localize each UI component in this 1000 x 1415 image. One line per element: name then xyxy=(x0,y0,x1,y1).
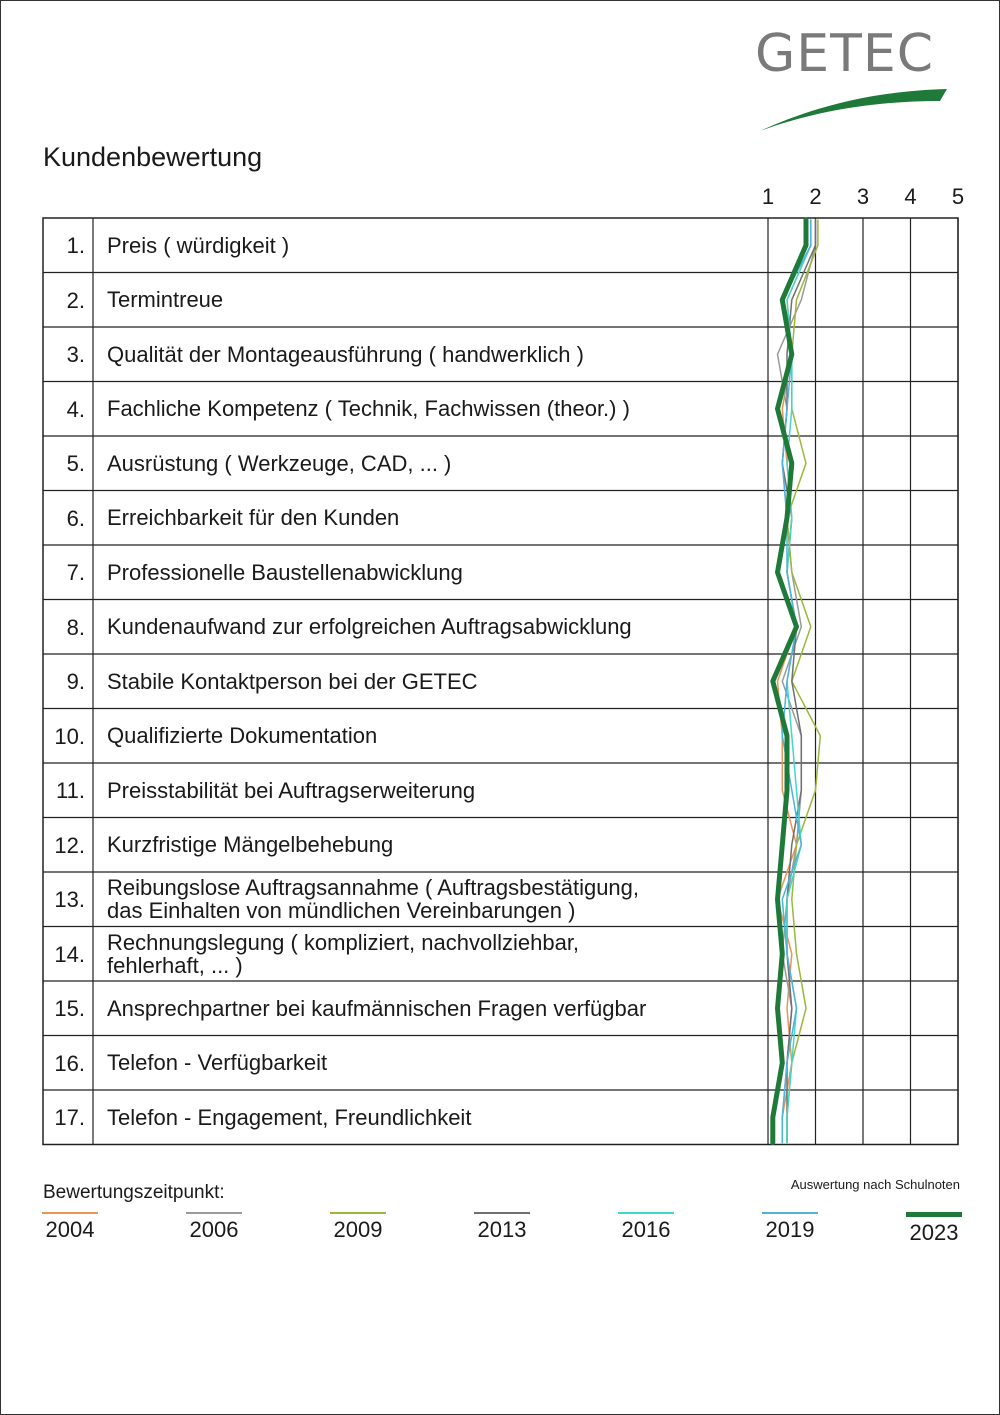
row-label-line: Ausrüstung ( Werkzeuge, CAD, ... ) xyxy=(107,450,452,476)
row-number: 17. xyxy=(54,1105,85,1131)
legend-swatch xyxy=(330,1212,386,1214)
row-number: 11. xyxy=(56,778,85,804)
row-label-line: Kurzfristige Mängelbehebung xyxy=(107,832,394,858)
legend-item-2013 xyxy=(474,1212,530,1243)
x-tick-label: 3 xyxy=(856,184,870,209)
row-label-line: Fachliche Kompetenz ( Technik, Fachwissen (theor.) ) xyxy=(107,396,630,422)
row-label-line: Qualität der Montageausführung ( handwerklich ) xyxy=(107,341,584,367)
row-label xyxy=(107,343,757,366)
row-label-line: Telefon - Engagement, Freundlichkeit xyxy=(107,1104,472,1130)
row-label xyxy=(107,997,757,1020)
row-number: 3. xyxy=(66,342,85,368)
row-label-line: Qualifizierte Dokumentation xyxy=(107,723,378,749)
row-number: 1. xyxy=(66,233,85,259)
row-label xyxy=(107,615,757,638)
legend-item-2004 xyxy=(42,1212,98,1243)
x-tick-label: 4 xyxy=(904,184,917,209)
page-title: Kundenbewertung xyxy=(43,142,263,172)
x-tick-label: 1 xyxy=(761,184,775,209)
row-label xyxy=(107,1106,757,1129)
legend-label: 2004 xyxy=(45,1217,95,1242)
row-label-line: Professionelle Baustellenabwicklung xyxy=(107,559,463,585)
row-label xyxy=(107,288,757,311)
row-label xyxy=(107,670,757,693)
row-label-line: Erreichbarkeit für den Kunden xyxy=(107,505,400,531)
row-label xyxy=(107,931,757,977)
legend-label: 2013 xyxy=(477,1217,527,1242)
logo-wordmark: GETEC xyxy=(755,24,935,84)
legend-item-2016 xyxy=(618,1212,674,1243)
legend-label: 2019 xyxy=(765,1217,815,1242)
row-number: 13. xyxy=(54,887,85,913)
row-label xyxy=(107,397,757,420)
row-number: 14. xyxy=(54,941,85,967)
legend-label: 2009 xyxy=(333,1217,383,1242)
legend-item-2019 xyxy=(762,1212,818,1243)
legend-title: Bewertungszeitpunkt: xyxy=(43,1182,225,1203)
row-label-line: Stabile Kontaktperson bei der GETEC xyxy=(107,668,478,694)
legend-note: Auswertung nach Schulnoten xyxy=(790,1177,960,1192)
row-label xyxy=(107,876,757,922)
legend-label: 2006 xyxy=(189,1217,239,1242)
legend-swatch xyxy=(762,1212,818,1214)
row-label-line: Ansprechpartner bei kaufmännischen Fragen verfügbar xyxy=(107,995,647,1021)
row-number: 12. xyxy=(54,832,85,858)
row-label-line: Reibungslose Auftragsannahme ( Auftragsbestätigung, xyxy=(107,875,640,901)
legend-swatch xyxy=(618,1212,674,1214)
row-label xyxy=(107,506,757,529)
row-number: 5. xyxy=(66,451,85,477)
row-number: 9. xyxy=(66,669,85,695)
legend-swatch xyxy=(906,1212,962,1217)
legend-label: 2023 xyxy=(909,1220,959,1245)
row-label xyxy=(107,779,757,802)
row-label-line: Preisstabilität bei Auftragserweiterung xyxy=(107,777,476,803)
x-tick-label: 5 xyxy=(951,184,965,209)
legend-item-2006 xyxy=(186,1212,242,1243)
legend-swatch xyxy=(186,1212,242,1214)
row-label xyxy=(107,724,757,747)
row-label-line: das Einhalten von mündlichen Vereinbarungen ) xyxy=(107,898,576,924)
row-number: 15. xyxy=(54,996,85,1022)
row-number: 4. xyxy=(66,396,85,422)
row-label-line: Kundenaufwand zur erfolgreichen Auftragsabwicklung xyxy=(107,614,632,640)
row-label xyxy=(107,561,757,584)
row-label xyxy=(107,1051,757,1074)
row-number: 7. xyxy=(66,560,85,586)
row-label-line: Telefon - Verfügbarkeit xyxy=(107,1050,328,1076)
row-label-line: Termintreue xyxy=(107,287,224,313)
legend-item-2009 xyxy=(330,1212,386,1243)
legend-swatch xyxy=(42,1212,98,1214)
row-number: 2. xyxy=(66,287,85,313)
legend-item-2023 xyxy=(906,1212,962,1246)
row-number: 10. xyxy=(54,723,85,749)
row-number: 16. xyxy=(54,1050,85,1076)
row-label xyxy=(107,234,757,257)
row-label xyxy=(107,833,757,856)
row-label xyxy=(107,452,757,475)
row-label-line: Preis ( würdigkeit ) xyxy=(107,232,290,258)
legend-swatch xyxy=(474,1212,530,1214)
row-number: 8. xyxy=(66,614,85,640)
row-number: 6. xyxy=(66,505,85,531)
row-label-line: fehlerhaft, ... ) xyxy=(107,952,243,978)
row-label-line: Rechnungslegung ( kompliziert, nachvollziehbar, xyxy=(107,929,580,955)
legend-label: 2016 xyxy=(621,1217,671,1242)
x-tick-label: 2 xyxy=(809,184,822,209)
